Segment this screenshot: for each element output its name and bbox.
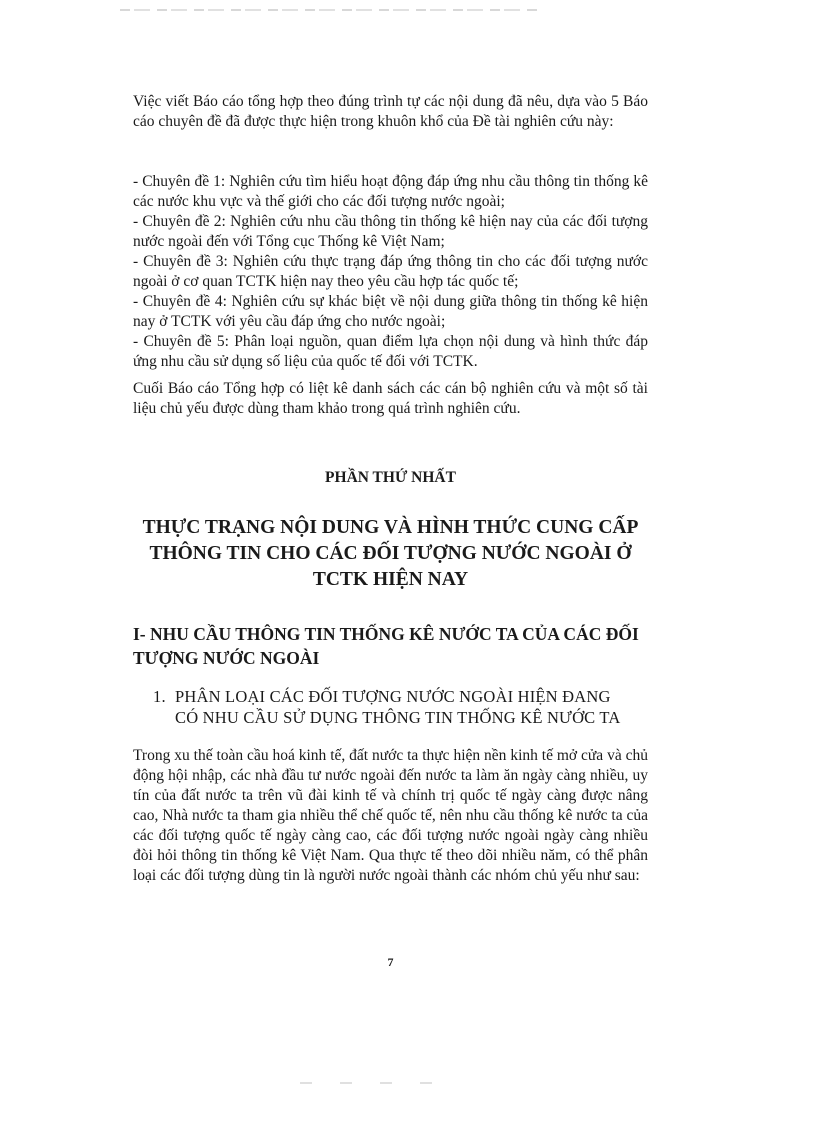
topic-item-4: - Chuyên đề 4: Nghiên cứu sự khác biệt về nội dung giữa thông tin thống kê hiện nay ở TCTK với yêu cầu đáp ứng cho nước ngoài; <box>133 293 648 330</box>
chapter-title-line: THỰC TRẠNG NỘI DUNG VÀ HÌNH THỨC CUNG CẤP <box>142 517 639 538</box>
page-number: 7 <box>387 955 394 969</box>
topic-item-2: - Chuyên đề 2: Nghiên cứu nhu cầu thông tin thống kê hiện nay của các đối tượng nước ngoài đến với Tổng cục Thống kê Việt Nam; <box>133 213 648 250</box>
subsection-heading-line: PHÂN LOẠI CÁC ĐỐI TƯỢNG NƯỚC NGOÀI HIỆN ĐANG <box>175 687 611 706</box>
closing-paragraph: Cuối Báo cáo Tổng hợp có liệt kê danh sách các cán bộ nghiên cứu và một số tài liệu chủ yếu được dùng tham khảo trong quá trình nghiên cứu. <box>133 380 648 417</box>
subsection-heading-line: CÓ NHU CẦU SỬ DỤNG THÔNG TIN THỐNG KÊ NƯỚC TA <box>175 708 621 727</box>
section-heading <box>133 622 648 670</box>
section-heading-line: TƯỢNG NƯỚC NGOÀI <box>133 648 320 668</box>
intro-paragraph: Việc viết Báo cáo tổng hợp theo đúng trình tự các nội dung đã nêu, dựa vào 5 Báo cáo chuyên đề đã được thực hiện trong khuôn khổ của Đề tài nghiên cứu này: <box>133 93 648 130</box>
topic-item-1: - Chuyên đề 1: Nghiên cứu tìm hiểu hoạt động đáp ứng nhu cầu thông tin thống kê các nước khu vực và thế giới cho các đối tượng nước ngoài; <box>133 173 648 210</box>
topic-item-5: - Chuyên đề 5: Phân loại nguồn, quan điểm lựa chọn nội dung và hình thức đáp ứng nhu cầu sử dụng số liệu của quốc tế đối với TCTK. <box>133 333 648 370</box>
chapter-title <box>133 515 648 593</box>
topic-list <box>133 172 648 372</box>
body-paragraph: Trong xu thế toàn cầu hoá kinh tế, đất nước ta thực hiện nền kinh tế mở cửa và chủ động hội nhập, các nhà đầu tư nước ngoài đến nước ta làm ăn ngày càng nhiều, uy tín của đất nước ta trên vũ đài kinh tế và chính trị quốc tế ngày càng được nâng cao, Nhà nước ta tham gia nhiều thể chế quốc tế, nên nhu cầu thống kê nước ta của các đối tượng quốc tế ngày càng cao, các đối tượng nước ngoài ngày càng nhiều đòi hỏi thông tin thống kê Việt Nam. Qua thực tế theo dõi nhiều năm, có thể phân loại các đối tượng dùng tin là người nước ngoài thành các nhóm chủ yếu như sau: <box>133 747 648 884</box>
scan-artifact-top <box>120 9 540 11</box>
part-label: PHẦN THỨ NHẤT <box>325 469 456 486</box>
chapter-title-line: TCTK HIỆN NAY <box>312 569 469 590</box>
subsection-heading <box>153 686 653 728</box>
scan-artifact-bottom <box>300 1082 460 1084</box>
section-heading-line: I- NHU CẦU THÔNG TIN THỐNG KÊ NƯỚC TA CỦA CÁC ĐỐI <box>133 624 639 644</box>
subsection-number: 1. <box>153 687 166 706</box>
topic-item-3: - Chuyên đề 3: Nghiên cứu thực trạng đáp ứng thông tin cho các đối tượng nước ngoài ở cơ quan TCTK hiện nay theo yêu cầu hợp tác quốc tế; <box>133 253 648 290</box>
chapter-title-line: THÔNG TIN CHO CÁC ĐỐI TƯỢNG NƯỚC NGOÀI Ở <box>149 543 632 564</box>
